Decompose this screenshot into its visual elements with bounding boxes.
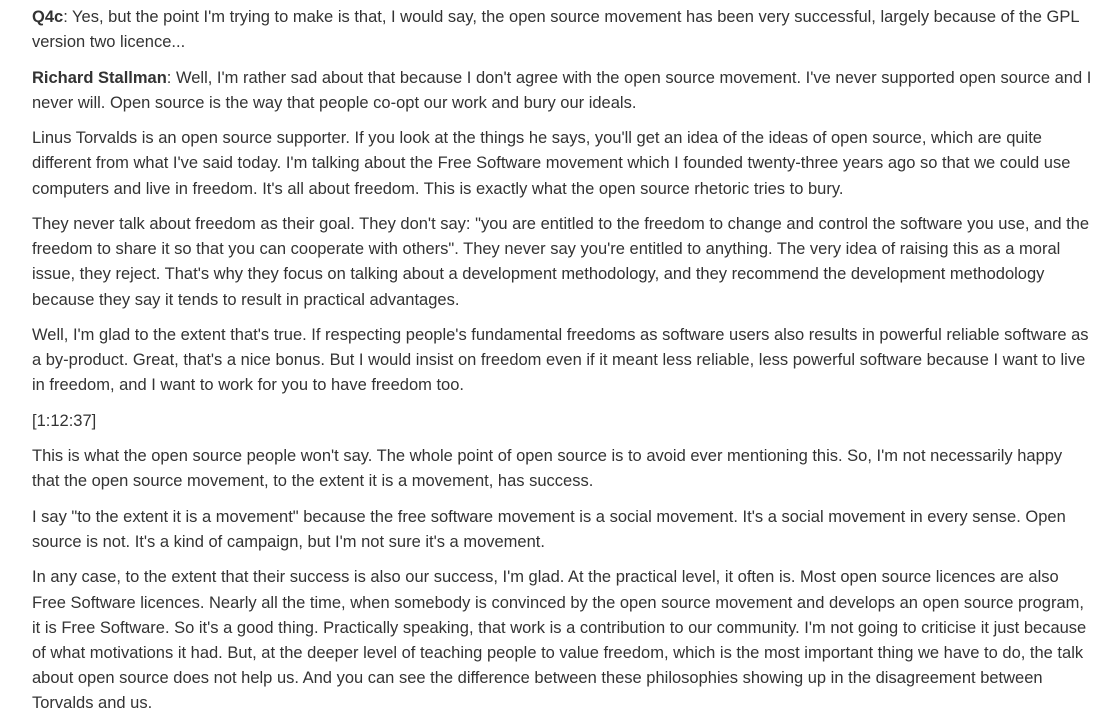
paragraph-text: : Well, I'm rather sad about that because I don't agree with the open source movement. I've never supported open source and I never will. Open source is the way that people co-opt our work and bury our ideals. [32,68,1092,112]
transcript-paragraph: Well, I'm glad to the extent that's true. If respecting people's fundamental freedoms as software users also results in powerful reliable software as a by-product. Great, that's a nice bonus. But I would insist on freedom even if it meant less reliable, less powerful software because I want to live in freedom, and I want to work for you to have freedom too. [32,325,1089,395]
transcript-paragraph: They never talk about freedom as their goal. They don't say: "you are entitled to the freedom to change and control the software you use, and the freedom to share it so that you can cooperate with others". They never say you're entitled to anything. The very idea of raising this as a moral issue, they reject. That's why they focus on talking about a development methodology, and they recommend the development methodology because they say it tends to result in practical advantages. [32,214,1090,309]
transcript-paragraph: I say "to the extent it is a movement" because the free software movement is a social movement. It's a social movement in every sense. Open source is not. It's a kind of campaign, but I'm not sure it's a movement. [32,507,1066,551]
speaker-name: Richard Stallman [32,68,167,87]
timestamp: [1:12:37] [32,411,97,430]
transcript-paragraph: Linus Torvalds is an open source supporter. If you look at the things he says, you'll get an idea of the ideas of open source, which are quite different from what I've said today. I'm talking about the Free Software movement which I founded twenty-three years ago so that we could use computers and live in freedom. It's all about freedom. This is exactly what the open source rhetoric tries to bury. [32,129,1071,198]
transcript-paragraph: This is what the open source people won't say. The whole point of open source is to avoid ever mentioning this. So, I'm not necessarily happy that the open source movement, to the extent it is a movement, has success. [32,447,1063,491]
transcript-paragraph-q4c [32,5,1092,55]
transcript-paragraph-stallman [32,66,1092,116]
paragraph-text: : Yes, but the point I'm trying to make is that, I would say, the open source movement has been very successful, largely because of the GPL version two licence... [32,8,1079,52]
transcript-paragraph: In any case, to the extent that their success is also our success, I'm glad. At the practical level, it often is. Most open source licences are also Free Software licences. Nearly all the time, when somebody is convinced by the open source movement and develops an open source program, it is Free Software. So it's a good thing. Practically speaking, that work is a contribution to our community. I'm not going to criticise it just because of what motivations it had. But, at the deeper level of teaching people to value freedom, which is the most important thing we have to do, the talk about open source does not help us. And you can see the difference between these philosophies showing up in the disagreement between Torvalds and us. [32,568,1087,713]
speaker-name: Q4c [32,8,64,26]
